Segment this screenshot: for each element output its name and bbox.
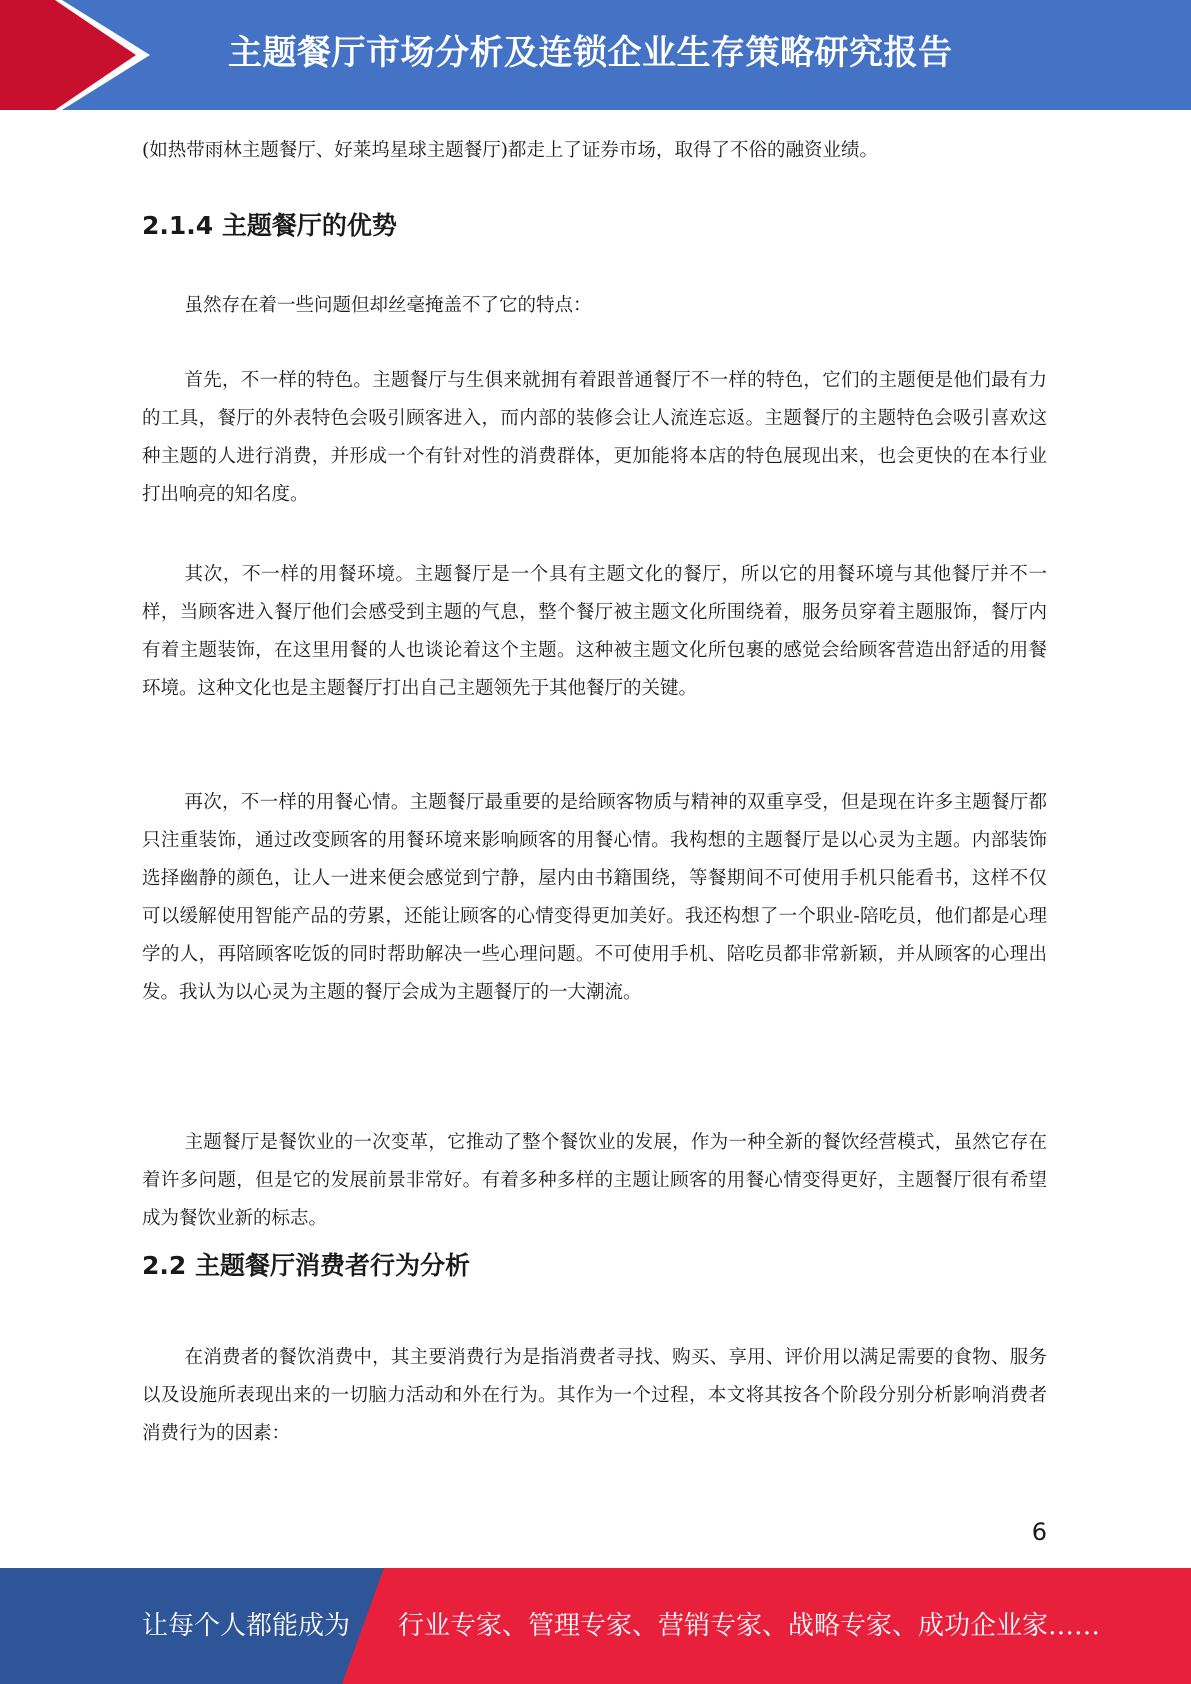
paragraph-continuation: (如热带雨林主题餐厅、好莱坞星球主题餐厅)都走上了证券市场，取得了不俗的融资业绩。 [142, 140, 878, 161]
section-heading-2-2: 2.2 主题餐厅消费者行为分析 [142, 1251, 470, 1280]
header-banner [0, 0, 1191, 110]
document-title: 主题餐厅市场分析及连锁企业生存策略研究报告 [228, 33, 953, 73]
section-heading-2-1-4: 2.1.4 主题餐厅的优势 [142, 211, 397, 240]
footer-slogan-right: 行业专家、管理专家、营销专家、战略专家、成功企业家…… [398, 1611, 1101, 1641]
page-number: 6 [1031, 1518, 1047, 1546]
paragraph-intro: 虽然存在着一些问题但却丝毫掩盖不了它的特点： [184, 295, 592, 316]
paragraph-feature-2: 其次，不一样的用餐环境。主题餐厅是一个具有主题文化的餐厅，所以它的用餐环境与其他餐厅并不一样，当顾客进入餐厅他们会感受到主题的气息，整个餐厅被主题文化所围绕着，服务员穿着主题服饰，餐厅内有着主题装饰，在这里用餐的人也谈论着这个主题。这种被主题文化所包裹的感觉会给顾客营造出舒适的用餐环境。这种文化也是主题餐厅打出自己主题领先于其他餐厅的关键。 [142, 564, 1047, 699]
paragraph-consumer-behavior: 在消费者的餐饮消费中，其主要消费行为是指消费者寻找、购买、享用、评价用以满足需要的食物、服务以及设施所表现出来的一切脑力活动和外在行为。其作为一个过程，本文将其按各个阶段分别分析影响消费者消费行为的因素： [142, 1347, 1047, 1444]
paragraph-feature-3: 再次，不一样的用餐心情。主题餐厅最重要的是给顾客物质与精神的双重享受，但是现在许多主题餐厅都只注重装饰，通过改变顾客的用餐环境来影响顾客的用餐心情。我构想的主题餐厅是以心灵为主题。内部装饰选择幽静的颜色，让人一进来便会感觉到宁静，屋内由书籍围绕，等餐期间不可使用手机只能看书，这样不仅可以缓解使用智能产品的劳累，还能让顾客的心情变得更加美好。我还构想了一个职业-陪吃员，他们都是心理学的人，再陪顾客吃饭的同时帮助解决一些心理问题。不可使用手机、陪吃员都非常新颖，并从顾客的心理出发。我认为以心灵为主题的餐厅会成为主题餐厅的一大潮流。 [142, 792, 1047, 1003]
paragraph-summary: 主题餐厅是餐饮业的一次变革，它推动了整个餐饮业的发展，作为一种全新的餐饮经营模式，虽然它存在着许多问题，但是它的发展前景非常好。有着多种多样的主题让顾客的用餐心情变得更好，主题餐厅很有希望成为餐饮业新的标志。 [142, 1132, 1047, 1229]
footer-banner [0, 1568, 1191, 1684]
footer-slogan-left: 让每个人都能成为 [142, 1611, 351, 1641]
paragraph-feature-1: 首先，不一样的特色。主题餐厅与生俱来就拥有着跟普通餐厅不一样的特色，它们的主题便是他们最有力的工具，餐厅的外表特色会吸引顾客进入，而内部的装修会让人流连忘返。主题餐厅的主题特色会吸引喜欢这种主题的人进行消费，并形成一个有针对性的消费群体，更加能将本店的特色展现出来，也会更快的在本行业打出响亮的知名度。 [142, 370, 1047, 505]
header-arrow-icon [0, 0, 150, 110]
